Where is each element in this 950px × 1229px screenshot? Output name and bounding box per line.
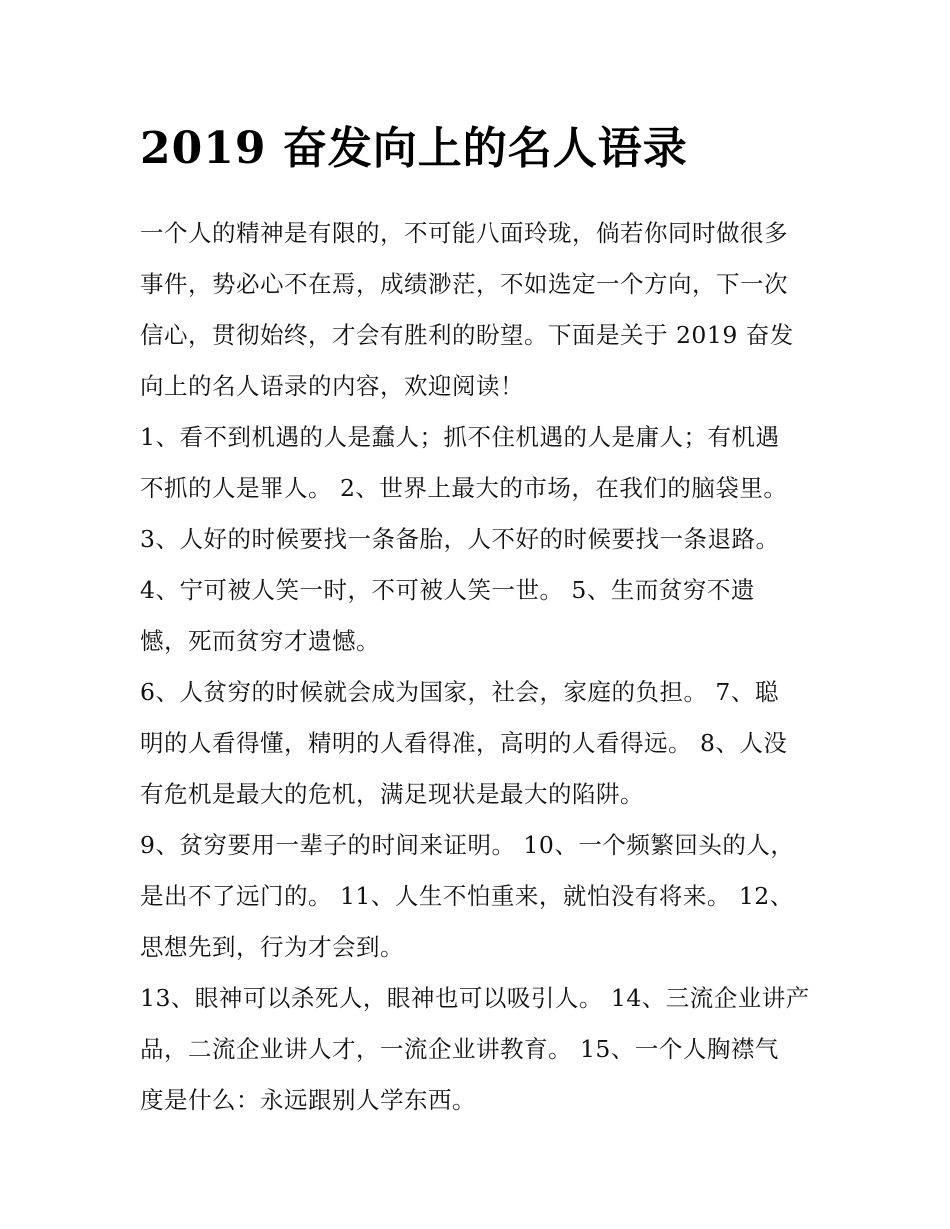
body-line: 不抓的人是罪人。 2、世界上最大的市场，在我们的脑袋里。 <box>140 474 788 502</box>
body-line: 一个人的精神是有限的，不可能八面玲珑，倘若你同时做很多 <box>140 219 788 247</box>
body-line: 3、人好的时候要找一条备胎，人不好的时候要找一条退路。 <box>140 525 780 553</box>
document-page <box>140 118 830 1126</box>
body-line: 1、看不到机遇的人是蠢人；抓不住机遇的人是庸人；有机遇 <box>140 423 780 451</box>
document-body <box>140 208 830 1126</box>
body-line: 度是什么：永远跟别人学东西。 <box>140 1086 476 1114</box>
body-line: 品，二流企业讲人才，一流企业讲教育。 15、一个人胸襟气 <box>140 1035 779 1063</box>
body-line: 信心，贯彻始终，才会有胜利的盼望。下面是关于 2019 奋发 <box>140 321 794 349</box>
body-line: 6、人贫穷的时候就会成为国家，社会，家庭的负担。 7、聪 <box>140 678 779 706</box>
body-line: 憾，死而贫穷才遗憾。 <box>140 627 380 655</box>
body-line: 向上的名人语录的内容，欢迎阅读！ <box>140 372 524 400</box>
body-line: 4、宁可被人笑一时，不可被人笑一世。 5、生而贫穷不遗 <box>140 576 755 604</box>
body-line: 思想先到，行为才会到。 <box>140 933 404 961</box>
document-title: 2019 奋发向上的名人语录 <box>140 123 688 174</box>
body-line: 是出不了远门的。 11、人生不怕重来，就怕没有将来。 12、 <box>140 882 794 910</box>
body-line: 明的人看得懂，精明的人看得准，高明的人看得远。 8、人没 <box>140 729 788 757</box>
body-line: 9、贫穷要用一辈子的时间来证明。 10、一个频繁回头的人， <box>140 831 795 859</box>
body-line: 13、眼神可以杀死人，眼神也可以吸引人。 14、三流企业讲产 <box>140 984 810 1012</box>
body-line: 有危机是最大的危机，满足现状是最大的陷阱。 <box>140 780 644 808</box>
body-line: 事件，势必心不在焉，成绩渺茫，不如选定一个方向，下一次 <box>140 270 788 298</box>
